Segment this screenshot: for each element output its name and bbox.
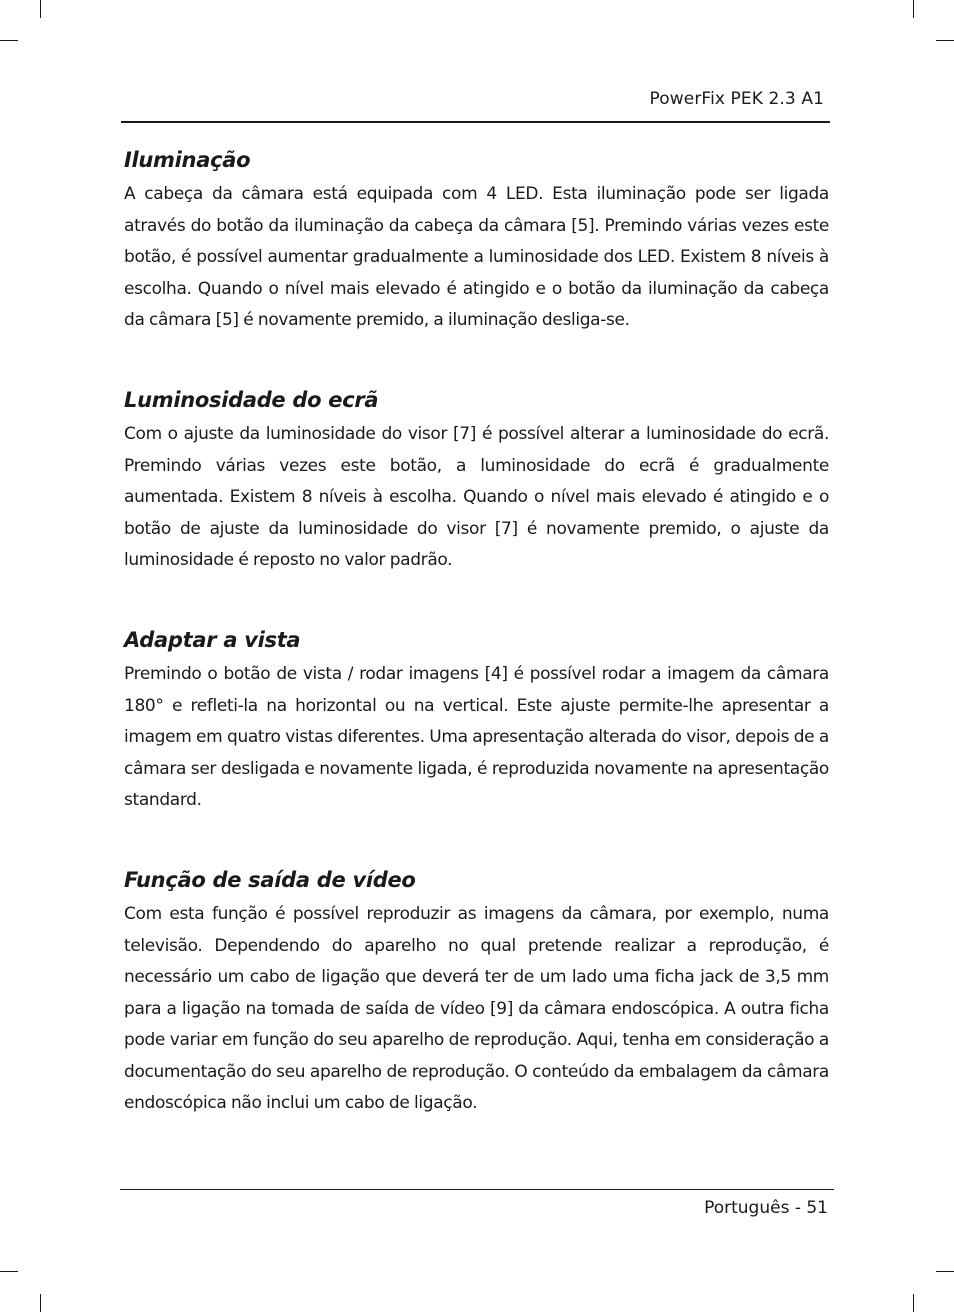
section-adaptar-vista	[124, 625, 829, 817]
section-heading: Adaptar a vista	[124, 627, 301, 652]
section-iluminacao	[124, 145, 829, 337]
crop-mark	[913, 1294, 914, 1312]
section-heading: Iluminação	[124, 148, 251, 172]
page-number-label: Português - 51	[704, 1198, 828, 1218]
crop-mark	[0, 40, 18, 41]
header-rule	[121, 121, 830, 123]
section-heading: Função de saída de vídeo	[124, 867, 416, 892]
section-body: Com o ajuste da luminosidade do visor [7] é possível alterar a luminosidade do ecrã. Premindo várias vezes este botão, a luminosidade do ecrã é gradualmente aumentada. Existem 8 níveis à escolha. Quando o nível mais elevado é atingido e o botão de ajuste da luminosidade do visor [7] é novamente premido, o ajuste da luminosidade é reposto no valor padrão.	[124, 423, 829, 571]
running-header: PowerFix PEK 2.3 A1	[649, 89, 824, 109]
section-saida-video	[124, 865, 829, 1120]
section-body: Com esta função é possível reproduzir as imagens da câmara, por exemplo, numa televisão. Dependendo do aparelho no qual pretende realizar a reprodução, é necessário um cabo de ligação que deverá ter de um lado uma ficha jack de 3,5 mm para a ligação na tomada de saída de vídeo [9] da câmara endoscópica. A outra ficha pode variar em função do seu aparelho de reprodução. Aqui, tenha em consideração a documentação do seu aparelho de reprodução. O conteúdo da embalagem da câmara endoscópica não inclui um cabo de ligação.	[124, 903, 829, 1114]
crop-mark	[936, 1271, 954, 1272]
crop-mark	[40, 0, 41, 18]
section-heading: Luminosidade do ecrã	[124, 387, 379, 412]
section-body: A cabeça da câmara está equipada com 4 LED. Esta iluminação pode ser ligada através do botão da iluminação da cabeça da câmara [5]. Premindo várias vezes este botão, é possível aumentar gradualmente a luminosidade dos LED. Existem 8 níveis à escolha. Quando o nível mais elevado é atingido e o botão da iluminação da cabeça da câmara [5] é novamente premido, a iluminação desliga-se.	[124, 184, 829, 331]
section-body: Premindo o botão de vista / rodar imagens [4] é possível rodar a imagem da câmara 180° e refleti-la na horizontal ou na vertical. Este ajuste permite-lhe apresentar a imagem em quatro vistas diferentes. Uma apresentação alterada do visor, depois de a câmara ser desligada e novamente ligada, é reproduzida novamente na apresentação standard.	[124, 663, 829, 811]
crop-mark	[0, 1271, 18, 1272]
crop-mark	[936, 40, 954, 41]
footer-rule	[120, 1189, 834, 1190]
section-luminosidade-ecra	[124, 385, 829, 577]
crop-mark	[913, 0, 914, 18]
crop-mark	[40, 1294, 41, 1312]
page-content	[124, 145, 829, 1168]
